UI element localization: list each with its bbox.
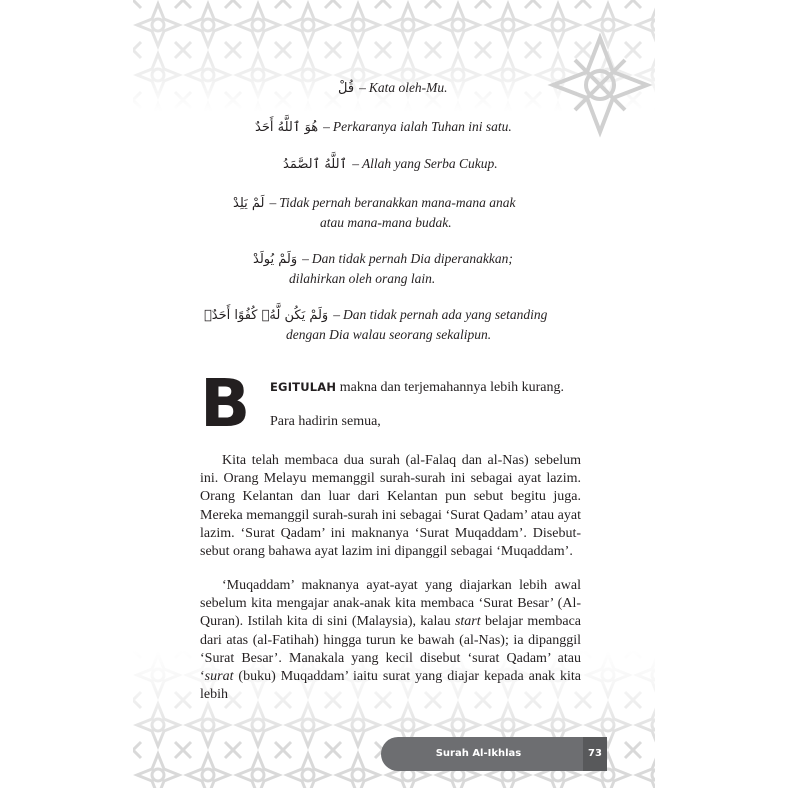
verse-4-arabic: لَمْ يَلِدْ — [233, 196, 265, 211]
verse-5-translation: Dan tidak pernah Dia diperanakkan; — [311, 251, 513, 266]
drop-cap: B — [200, 365, 251, 442]
verse-6-arabic: وَلَمْ يَكُن لَّهُۥ كُفُوًا أَحَدٌۢ — [204, 308, 329, 323]
page-number: 73 — [583, 737, 607, 771]
verse-2-arabic: هُوَ ٱللَّهُ أَحَدٌ — [255, 120, 319, 135]
paragraph-2: ‘Muqaddam’ maknanya ayat-ayat yang diajarkan lebih awal sebelum kita mengajar anak-anak kita membaca ‘Surat Besar’ (Al-Quran). Istilah kita di sini (Malaysia), kalau start belajar membaca dari atas (al-Fatihah) hingga turun ke bawah (al-Nas); ia dipanggil ‘Surat Besar’. Manakala yang kecil disebut ‘surat Qadam’ atau ‘surat (buku) Muqaddam’ iaitu surat yang diajar kepada anak kita lebih — [200, 578, 581, 703]
greeting-line: Para hadirin semua, — [270, 414, 381, 429]
lead-sentence: EGITULAH makna dan terjemahannya lebih kurang. — [270, 380, 565, 395]
verse-2: هُوَ ٱللَّهُ أَحَدٌ – Perkaranya ialah Tuhan ini satu. — [255, 119, 512, 135]
verse-4: لَمْ يَلِدْ – Tidak pernah beranakkan mana-mana anak atau mana-mana budak. — [233, 195, 516, 230]
paragraph-1: Kita telah membaca dua surah (al-Falaq dan al-Nas) sebelum ini. Orang Melayu memanggil surah-surah ini sebagai ayat lazim. Orang Kelantan dan luar dari Kelantan pun sebut begitu juga. Mereka memanggil surah-surah ini sebagai ‘Surat Qadam’ atau ayat lazim. ‘Surat Qadam’ ini maknanya ‘Surat Muqaddam’. Disebut-sebut orang bahawa ayat lazim ini dipanggil sebagai ‘Muqaddam’. — [200, 453, 581, 560]
book-page — [133, 0, 655, 788]
verse-5-continuation: dilahirkan oleh orang lain. — [289, 271, 436, 286]
verse-6-continuation: dengan Dia walau seorang sekalipun. — [286, 327, 492, 342]
footer-bar — [381, 737, 607, 771]
verse-5-arabic: وَلَمْ يُولَدْ — [253, 252, 298, 267]
verse-6: وَلَمْ يَكُن لَّهُۥ كُفُوًا أَحَدٌۢ – Dan tidak pernah ada yang setanding dengan Dia walau seorang sekalipun. — [204, 307, 548, 342]
verse-3-translation: Allah yang Serba Cukup. — [361, 156, 498, 171]
verse-5: وَلَمْ يُولَدْ – Dan tidak pernah Dia diperanakkan; dilahirkan oleh orang lain. — [253, 251, 513, 286]
geometric-ornament-right — [545, 30, 655, 150]
verse-1-arabic: قُلْ — [338, 81, 355, 96]
running-title: Surah Al-Ikhlas — [435, 748, 522, 759]
verse-3: ٱللَّهُ ٱلصَّمَدُ – Allah yang Serba Cukup. — [283, 156, 498, 172]
verse-4-translation: Tidak pernah beranakkan mana-mana anak — [279, 195, 516, 210]
verse-4-continuation: atau mana-mana budak. — [320, 215, 452, 230]
verse-1: قُلْ – Kata oleh-Mu. — [338, 80, 448, 96]
verse-3-arabic: ٱللَّهُ ٱلصَّمَدُ — [283, 157, 348, 172]
verse-2-translation: Perkaranya ialah Tuhan ini satu. — [332, 119, 512, 134]
verse-6-translation: Dan tidak pernah ada yang setanding — [342, 307, 548, 322]
verse-1-translation: Kata oleh-Mu. — [368, 80, 448, 95]
